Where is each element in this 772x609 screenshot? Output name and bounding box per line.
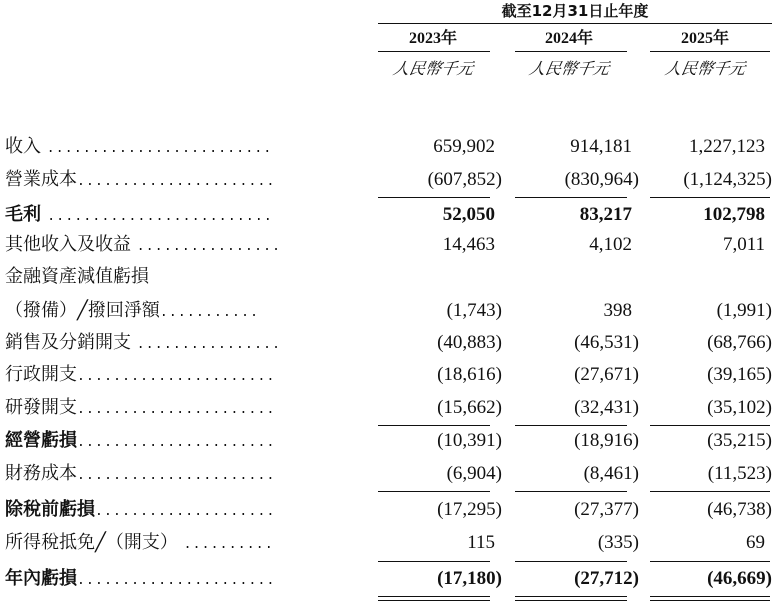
subtotal-rule-2023 bbox=[378, 197, 490, 198]
row-label-operating-loss: 經營虧損...................... bbox=[5, 430, 276, 451]
value-impairment-net-2023: (1,743) bbox=[446, 300, 502, 321]
value-revenue-2023: 659,902 bbox=[433, 136, 495, 157]
row-label-finance-costs: 財務成本...................... bbox=[5, 463, 276, 484]
value-loss-before-tax-2025: (46,738) bbox=[707, 499, 772, 520]
row-label-loss-for-year: 年內虧損...................... bbox=[5, 568, 276, 589]
row-label-selling-expenses: 銷售及分銷開支 ................ bbox=[5, 332, 282, 353]
value-loss-for-year-2023: (17,180) bbox=[437, 568, 502, 589]
value-admin-expenses-2023: (18,616) bbox=[437, 364, 502, 385]
subtotal-rule-2025 bbox=[650, 197, 770, 198]
value-operating-loss-2023: (10,391) bbox=[437, 430, 502, 451]
value-operating-loss-2025: (35,215) bbox=[707, 430, 772, 451]
operating-rule-2024 bbox=[515, 425, 627, 426]
year-rule-2025 bbox=[650, 51, 770, 52]
year-header-2024: 2024年 bbox=[544, 30, 593, 47]
double-rule-bottom-2024 bbox=[515, 600, 627, 601]
row-label-cost-of-sales: 營業成本...................... bbox=[5, 169, 276, 190]
value-other-income-2025: 7,011 bbox=[722, 234, 765, 255]
row-label-other-income: 其他收入及收益 ................ bbox=[5, 234, 282, 255]
value-admin-expenses-2024: (27,671) bbox=[574, 364, 639, 385]
value-selling-expenses-2025: (68,766) bbox=[707, 332, 772, 353]
value-loss-for-year-2024: (27,712) bbox=[574, 568, 639, 589]
row-label-impairment-net: （撥備）╱撥回淨額........... bbox=[5, 300, 260, 321]
unit-header-2025: 人民幣千元 bbox=[663, 61, 747, 78]
subtotal-rule-2024 bbox=[515, 197, 627, 198]
value-gross-profit-2024: 83,217 bbox=[579, 204, 632, 225]
year-rule-2023 bbox=[378, 51, 490, 52]
value-impairment-net-2025: (1,991) bbox=[716, 300, 772, 321]
double-rule-top-2024 bbox=[515, 596, 627, 597]
value-income-tax-2024: (335) bbox=[597, 532, 639, 553]
value-selling-expenses-2023: (40,883) bbox=[437, 332, 502, 353]
value-cost-of-sales-2025: (1,124,325) bbox=[683, 169, 772, 190]
value-income-tax-2023: 115 bbox=[467, 532, 495, 553]
value-rd-expenses-2024: (32,431) bbox=[574, 397, 639, 418]
net-rule-2023 bbox=[378, 561, 490, 562]
row-label-gross-profit: 毛利 ......................... bbox=[5, 204, 273, 225]
row-label-loss-before-tax: 除稅前虧損.................... bbox=[5, 499, 276, 520]
double-rule-bottom-2025 bbox=[650, 600, 770, 601]
value-admin-expenses-2025: (39,165) bbox=[707, 364, 772, 385]
double-rule-top-2023 bbox=[378, 596, 490, 597]
value-cost-of-sales-2023: (607,852) bbox=[427, 169, 502, 190]
value-income-tax-2025: 69 bbox=[746, 532, 765, 553]
value-finance-costs-2025: (11,523) bbox=[707, 463, 772, 484]
period-header: 截至12月31日止年度 bbox=[501, 2, 649, 20]
net-rule-2025 bbox=[650, 561, 770, 562]
pretax-rule-2024 bbox=[515, 491, 627, 492]
row-label-rd-expenses: 研發開支...................... bbox=[5, 397, 276, 418]
year-header-2025: 2025年 bbox=[680, 30, 729, 47]
double-rule-top-2025 bbox=[650, 596, 770, 597]
pretax-rule-2023 bbox=[378, 491, 490, 492]
year-rule-2024 bbox=[515, 51, 627, 52]
value-other-income-2024: 4,102 bbox=[589, 234, 632, 255]
value-loss-before-tax-2023: (17,295) bbox=[437, 499, 502, 520]
value-gross-profit-2023: 52,050 bbox=[442, 204, 495, 225]
double-rule-bottom-2023 bbox=[378, 600, 490, 601]
value-loss-for-year-2025: (46,669) bbox=[707, 568, 772, 589]
value-finance-costs-2023: (6,904) bbox=[446, 463, 502, 484]
row-label-admin-expenses: 行政開支...................... bbox=[5, 364, 276, 385]
operating-rule-2023 bbox=[378, 425, 490, 426]
pretax-rule-2025 bbox=[650, 491, 770, 492]
header-rule bbox=[378, 23, 772, 24]
value-revenue-2024: 914,181 bbox=[570, 136, 632, 157]
value-loss-before-tax-2024: (27,377) bbox=[574, 499, 639, 520]
value-gross-profit-2025: 102,798 bbox=[703, 204, 765, 225]
row-label-revenue: 收入 ......................... bbox=[5, 136, 273, 157]
value-finance-costs-2024: (8,461) bbox=[583, 463, 639, 484]
row-label-income-tax: 所得稅抵免╱（開支） .......... bbox=[5, 532, 274, 553]
value-impairment-net-2024: 398 bbox=[603, 300, 632, 321]
net-rule-2024 bbox=[515, 561, 627, 562]
unit-header-2024: 人民幣千元 bbox=[527, 61, 611, 78]
unit-header-2023: 人民幣千元 bbox=[391, 61, 475, 78]
value-revenue-2025: 1,227,123 bbox=[689, 136, 765, 157]
operating-rule-2025 bbox=[650, 425, 770, 426]
value-selling-expenses-2024: (46,531) bbox=[574, 332, 639, 353]
value-cost-of-sales-2024: (830,964) bbox=[564, 169, 639, 190]
value-operating-loss-2024: (18,916) bbox=[574, 430, 639, 451]
year-header-2023: 2023年 bbox=[408, 30, 457, 47]
value-rd-expenses-2025: (35,102) bbox=[707, 397, 772, 418]
value-rd-expenses-2023: (15,662) bbox=[437, 397, 502, 418]
row-label-impairment: 金融資產減值虧損 bbox=[5, 266, 149, 287]
value-other-income-2023: 14,463 bbox=[442, 234, 495, 255]
